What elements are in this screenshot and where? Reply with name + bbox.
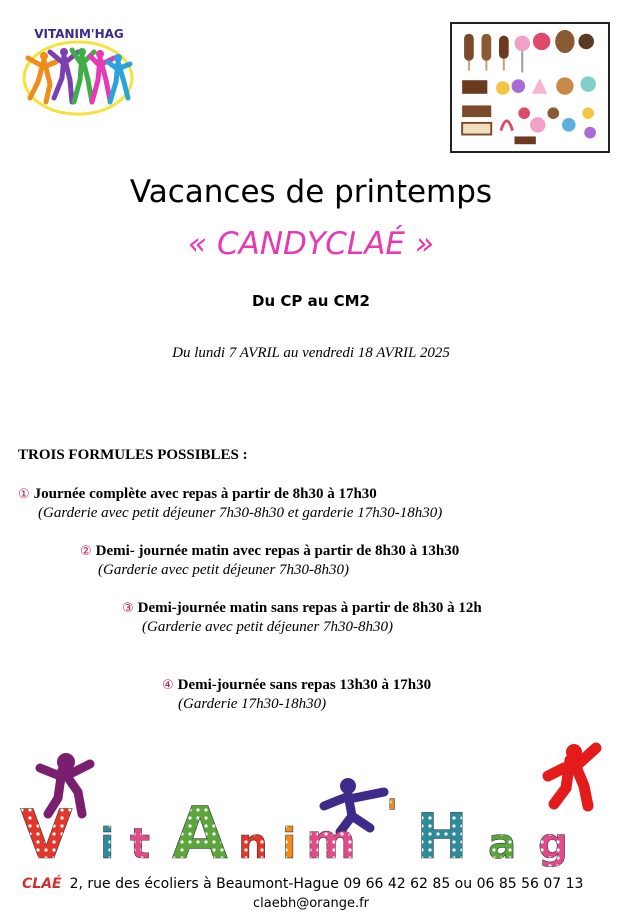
dancers-icon xyxy=(28,48,130,102)
banner-letter: i xyxy=(282,819,297,868)
school-levels: Du CP au CM2 xyxy=(252,292,370,310)
formula-description: Demi-journée sans repas 13h30 à 17h30 xyxy=(177,677,432,693)
formula-3-detail: (Garderie avec petit déjeuner 7h30-8h30) xyxy=(142,619,394,635)
footer-email: claebh@orange.fr xyxy=(252,896,370,911)
formula-1-detail: (Garderie avec petit déjeuner 7h30-8h30 et garderie 17h30-18h30) xyxy=(38,505,443,521)
formula-4-detail: (Garderie 17h30-18h30) xyxy=(178,696,327,712)
formula-4 xyxy=(162,677,431,694)
banner-letter: H xyxy=(416,800,468,870)
banner-letter: i xyxy=(100,819,115,868)
banner-letter: A xyxy=(172,791,228,870)
event-dates: Du lundi 7 AVRIL au vendredi 18 AVRIL 2025 xyxy=(172,345,450,361)
banner-letter: t xyxy=(130,819,151,868)
candy-illustration xyxy=(450,22,610,153)
formula-2-detail: (Garderie avec petit déjeuner 7h30-8h30) xyxy=(98,562,350,578)
formula-description: Journée complète avec repas à partir de 8h30 à 17h30 xyxy=(33,486,377,502)
banner-letter: a xyxy=(488,819,517,868)
formula-number: ③ xyxy=(122,601,134,616)
formula-1 xyxy=(18,486,377,503)
page-title: Vacances de printemps xyxy=(129,174,493,210)
formula-2 xyxy=(80,543,459,560)
footer-contact xyxy=(22,876,583,892)
banner-letter: V xyxy=(20,796,73,870)
footer-address: 2, rue des écoliers à Beaumont-Hague 09 66 42 62 85 ou 06 85 56 07 13 xyxy=(69,876,584,892)
footer-brand: CLAÉ xyxy=(22,876,62,892)
logo-text: VITANIM'HAG xyxy=(34,27,124,41)
formula-description: Demi-journée matin sans repas à partir de 8h30 à 12h xyxy=(137,600,482,616)
vitanimhag-banner xyxy=(18,742,610,870)
formula-number: ④ xyxy=(162,678,174,693)
banner-letter: n xyxy=(238,819,268,868)
formula-number: ② xyxy=(80,544,92,559)
banner-letter: ' xyxy=(386,792,399,838)
formula-number: ① xyxy=(18,487,30,502)
banner-letter: m xyxy=(306,814,357,870)
formulas-heading: TROIS FORMULES POSSIBLES : xyxy=(18,447,248,463)
dancer-right-icon xyxy=(548,744,596,806)
vitanimhag-logo xyxy=(20,22,138,118)
banner-letter: g xyxy=(538,819,569,868)
event-name: « CANDYCLAÉ » xyxy=(188,226,434,262)
formula-description: Demi- journée matin avec repas à partir de 8h30 à 13h30 xyxy=(95,543,460,559)
formula-3 xyxy=(122,600,482,617)
